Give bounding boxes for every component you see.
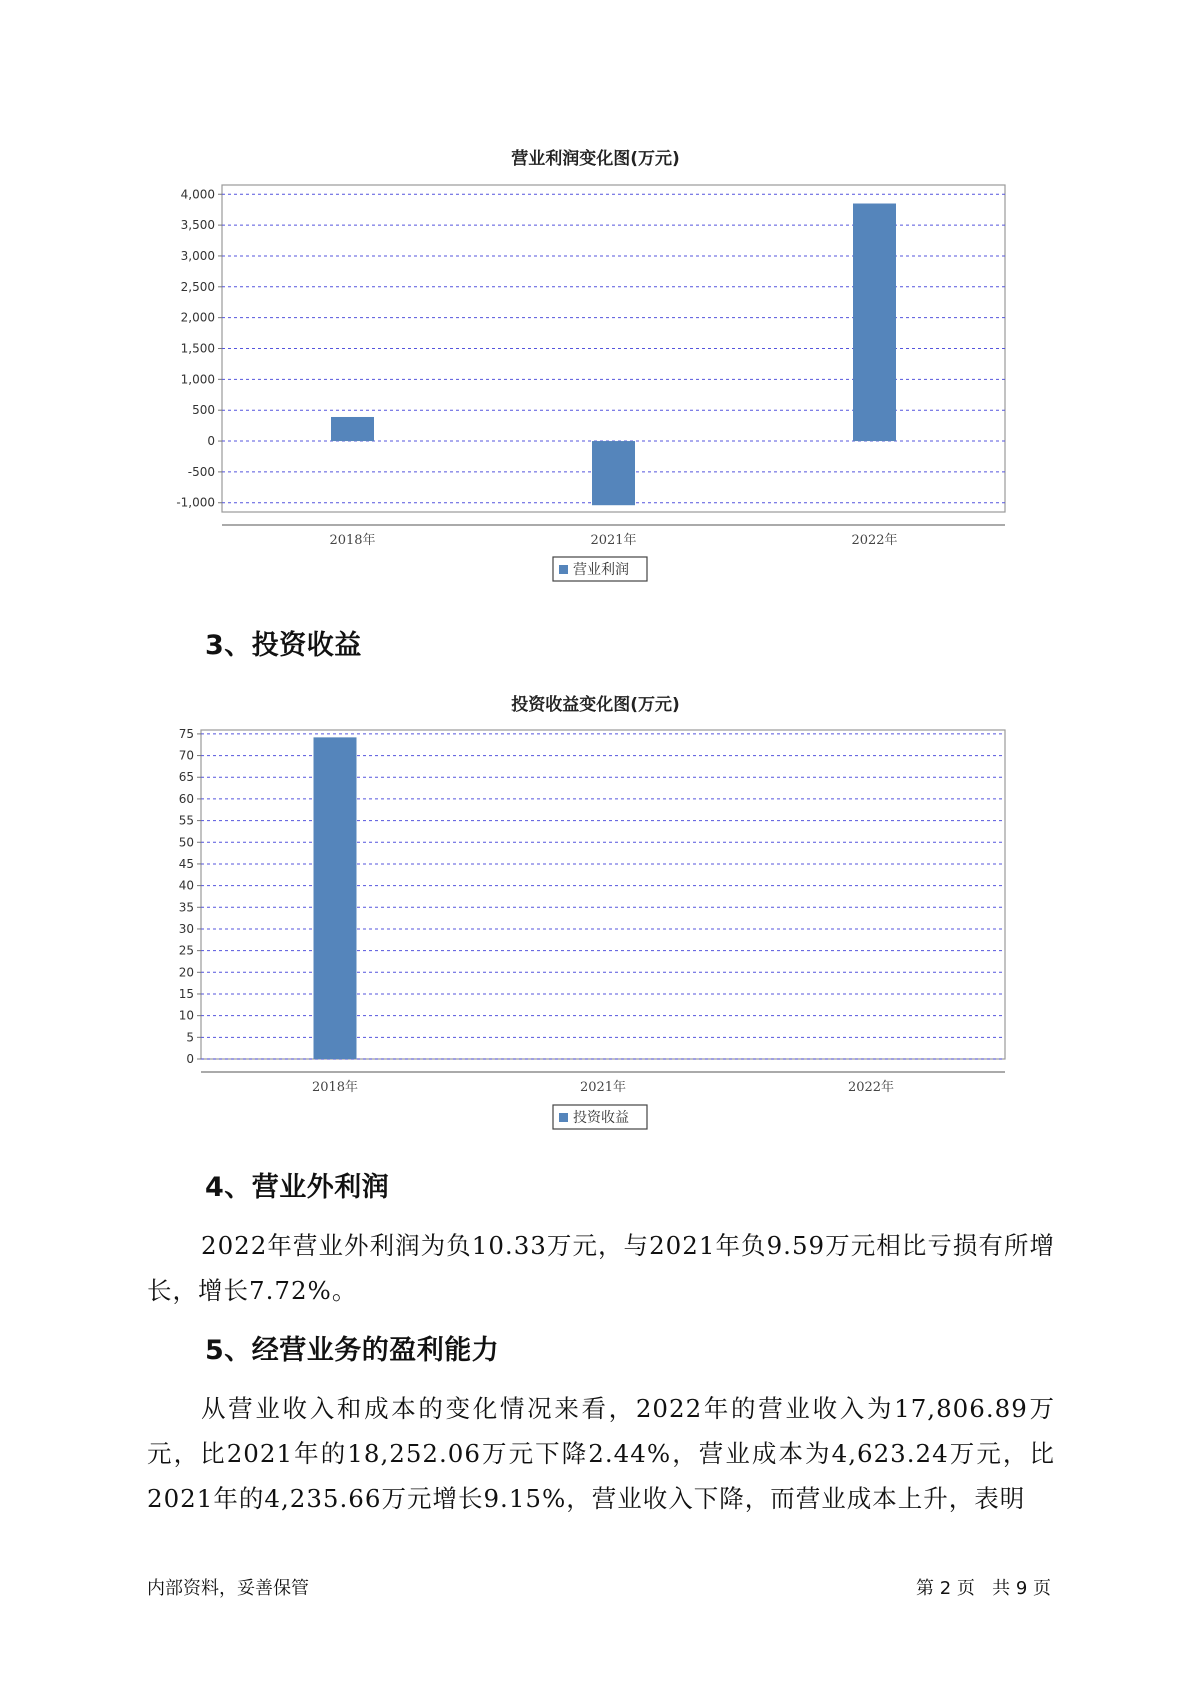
y-tick-label: 10 [178,1008,194,1023]
y-tick-label: 500 [192,403,215,418]
paragraph-non-operating-profit [147,1223,1055,1313]
y-tick-label: 60 [178,791,194,806]
paragraph-text: 2022年营业外利润为负10.33万元，与2021年负9.59万元相比亏损有所增长，增长7.72%。 [147,1231,1055,1305]
y-tick-label: 0 [207,434,215,449]
y-tick-label: 30 [178,921,194,936]
paragraph-text: 从营业收入和成本的变化情况来看，2022年的营业收入为17,806.89万元，比2021年的18,252.06万元下降2.44%，营业成本为4,623.24万元，比2021年的4,235.66万元增长9.15%，营业收入下降，而营业成本上升，表明 [147,1394,1055,1513]
x-tick-label: 2021年 [579,1080,627,1095]
heading-profitability: 5、经营业务的盈利能力 [205,1335,500,1366]
y-tick-label: 70 [178,748,194,763]
y-tick-label: 3,500 [180,218,215,233]
y-tick-label: 5 [186,1030,194,1045]
y-tick-label: 65 [178,770,194,785]
x-tick-label: 2022年 [847,1080,895,1095]
y-tick-label: 0 [186,1052,194,1066]
y-tick-label: -1,000 [176,495,215,510]
profit-chart-title: 营业利润变化图(万元) [511,149,680,169]
y-tick-label: 35 [178,900,194,915]
x-tick-label: 2018年 [311,1080,359,1095]
legend-label: 营业利润 [573,562,629,578]
bar [314,737,357,1059]
y-tick-label: 45 [178,856,194,871]
y-tick-label: 25 [178,943,194,958]
y-tick-label: -500 [187,464,215,479]
x-tick-label: 2021年 [590,533,637,548]
footer-confidential: 内部资料，妥善保管 [147,1578,309,1599]
x-tick-label: 2022年 [851,533,898,548]
legend-label: 投资收益 [573,1110,629,1126]
y-tick-label: 20 [178,965,194,980]
y-tick-label: 1,500 [180,341,215,356]
heading-non-operating-profit: 4、营业外利润 [205,1172,390,1203]
y-tick-label: 40 [178,878,194,893]
y-tick-label: 2,500 [180,279,215,294]
y-tick-label: 75 [178,726,194,741]
legend-swatch [559,1113,568,1122]
paragraph-profitability [147,1386,1055,1521]
y-tick-label: 2,000 [180,310,215,325]
y-tick-label: 50 [178,835,194,850]
heading-investment-income: 3、投资收益 [205,630,362,661]
investment-chart-title: 投资收益变化图(万元) [511,695,680,715]
footer-page-number: 第 2 页 共 9 页 [916,1578,1051,1599]
y-tick-label: 3,000 [180,248,215,263]
x-tick-label: 2018年 [329,533,376,548]
y-tick-label: 1,000 [180,372,215,387]
y-tick-label: 55 [178,813,194,828]
y-tick-label: 4,000 [180,187,215,202]
y-tick-label: 15 [178,986,194,1001]
